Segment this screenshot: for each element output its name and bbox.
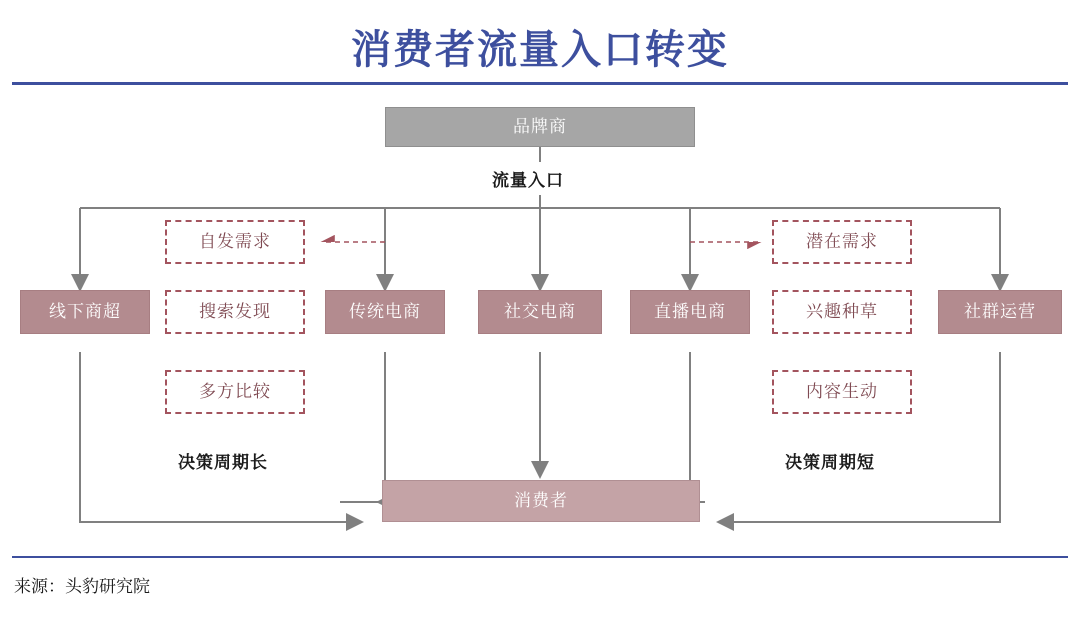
node-step-latent-demand-label: 潜在需求 [806, 231, 878, 251]
node-channel-social-label: 社交电商 [504, 301, 576, 321]
node-step-search-discovery[interactable] [165, 290, 305, 334]
node-channel-live[interactable] [630, 290, 750, 334]
node-channel-community[interactable] [938, 290, 1062, 334]
flow-entry-label: 流量入口 [492, 171, 564, 190]
node-step-latent-demand[interactable] [772, 220, 912, 264]
flow-diagram [0, 90, 1080, 550]
node-step-search-discovery-label: 搜索发现 [199, 301, 271, 321]
node-channel-traditional-label: 传统电商 [349, 301, 421, 321]
node-step-compare-options[interactable] [165, 370, 305, 414]
node-step-spontaneous-demand-label: 自发需求 [199, 231, 271, 251]
node-channel-live-label: 直播电商 [654, 301, 726, 321]
footer-divider [12, 556, 1068, 558]
node-brand-label: 品牌商 [513, 116, 567, 136]
node-step-spontaneous-demand[interactable] [165, 220, 305, 264]
node-channel-community-label: 社群运营 [964, 301, 1036, 321]
node-brand[interactable] [385, 107, 695, 147]
title-divider [12, 82, 1068, 85]
node-step-interest-seeding-label: 兴趣种草 [806, 301, 878, 321]
page-title: 消费者流量入口转变 [351, 28, 729, 72]
node-step-vivid-content-label: 内容生动 [806, 381, 878, 401]
node-consumer-label: 消费者 [514, 490, 568, 510]
node-step-vivid-content[interactable] [772, 370, 912, 414]
node-channel-social[interactable] [478, 290, 602, 334]
node-channel-offline-label: 线下商超 [49, 301, 121, 321]
node-channel-offline[interactable] [20, 290, 150, 334]
node-step-interest-seeding[interactable] [772, 290, 912, 334]
node-consumer[interactable] [382, 480, 700, 522]
node-channel-traditional[interactable] [325, 290, 445, 334]
note-long-cycle: 决策周期长 [178, 453, 268, 472]
source-note: 来源：头豹研究院 [14, 577, 150, 596]
note-short-cycle: 决策周期短 [785, 453, 875, 472]
node-step-compare-options-label: 多方比较 [199, 381, 271, 401]
